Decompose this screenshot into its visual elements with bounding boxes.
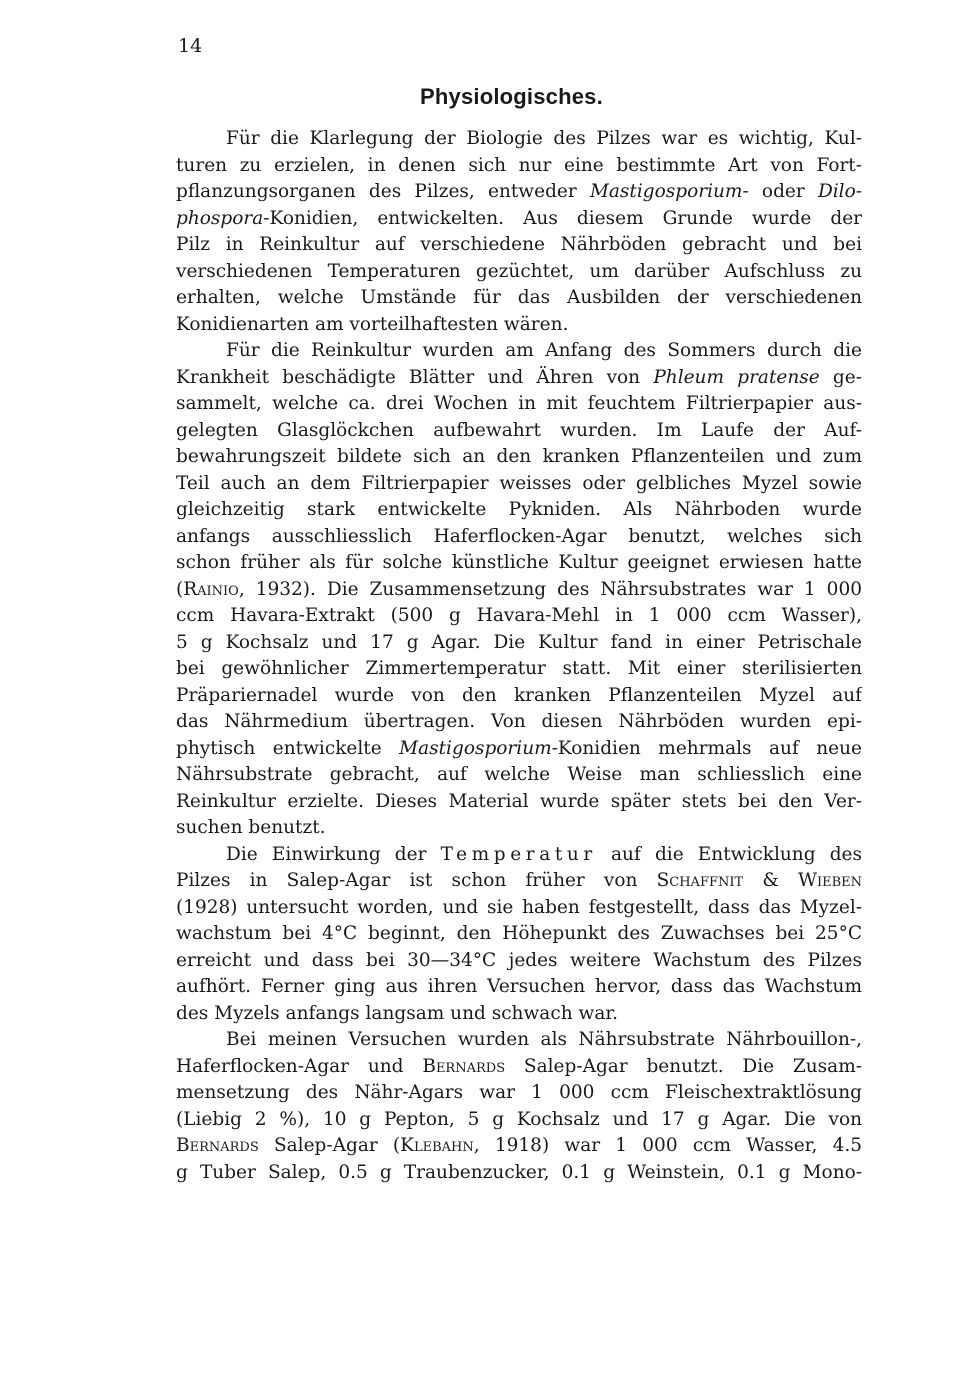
text-line [176, 232, 862, 259]
section-title: Physiologisches. [420, 84, 603, 109]
text-segment: (1928) untersucht worden, und sie haben festgestellt, dass das Myzel- [176, 896, 862, 918]
text-segment: wachstum bei 4°C beginnt, den Höhepunkt des Zuwachses bei 25°C [176, 923, 862, 944]
text-line [176, 895, 862, 922]
text-line [176, 921, 862, 948]
text-line [176, 630, 862, 657]
author-name: Bernards [176, 1135, 259, 1156]
text-line [176, 497, 862, 524]
text-segment: -Konidien, entwickelten. Aus diesem Grunde wurde der [263, 207, 862, 229]
text-line [176, 762, 862, 789]
text-segment: Bei meinen Versuchen wurden als Nährsubstrate Nährbouillon-, [226, 1029, 862, 1050]
text-segment: g Tuber Salep, 0.5 g Traubenzucker, 0.1 g Weinstein, 0.1 g Mono- [176, 1161, 862, 1183]
text-segment: aufhört. Ferner ging aus ihren Versuchen hervor, dass das Wachstum [176, 976, 862, 997]
text-line [176, 524, 862, 551]
text-segment: Präpariernadel wurde von den kranken Pflanzenteilen Myzel auf [176, 684, 862, 706]
text-segment: gelegten Glasglöckchen aufbewahrt wurden. Im Laufe der Auf- [176, 419, 862, 441]
text-line [176, 391, 862, 418]
text-line [176, 789, 862, 816]
text-line [176, 736, 862, 763]
text-segment: Für die Reinkultur wurden am Anfang des Sommers durch die [226, 340, 862, 361]
text-segment: , 1918) war 1 000 ccm Wasser, 4.5 [473, 1135, 862, 1156]
italic-term: Mastigosporium [399, 737, 552, 759]
text-line [176, 206, 862, 233]
text-line [176, 1080, 862, 1107]
text-line [176, 365, 862, 392]
text-segment: Die Einwirkung der [226, 843, 441, 865]
text-line [176, 179, 862, 206]
text-segment: erreicht und dass bei 30—34°C jedes weitere Wachstum des Pilzes [176, 949, 862, 971]
spaced-emphasis: Temperatur [440, 843, 597, 865]
text-line [176, 1107, 862, 1134]
text-segment: des Myzels anfangs langsam und schwach war. [176, 1002, 619, 1024]
text-segment: Pilz in Reinkultur auf verschiedene Nährböden gebracht und bei [176, 234, 862, 255]
text-segment: ccm Havara-Extrakt (500 g Havara-Mehl in 1 000 ccm Wasser), [176, 605, 862, 626]
text-line [176, 1133, 862, 1160]
text-line [176, 815, 862, 842]
text-segment: verschiedenen Temperaturen gezüchtet, um darüber Aufschluss zu [176, 260, 862, 282]
text-segment: bewahrungszeit bildete sich an den kranken Pflanzenteilen und zum [176, 446, 862, 467]
text-segment: Teil auch an dem Filtrierpapier weisses oder gelbliches Myzel sowie [176, 472, 862, 494]
italic-term: Phleum pratense [653, 366, 820, 388]
author-name: Rainio [183, 578, 239, 600]
text-line [176, 709, 862, 736]
text-segment: mensetzung des Nähr-Agars war 1 000 ccm Fleischextraktlösung [176, 1082, 862, 1103]
text-line [176, 285, 862, 312]
text-segment: ge- [819, 366, 862, 388]
text-segment: turen zu erzielen, in denen sich nur eine bestimmte Art von Fort- [176, 154, 862, 176]
text-line [176, 1054, 862, 1081]
text-line [176, 683, 862, 710]
text-segment: gleichzeitig stark entwickelte Pykniden. Als Nährboden wurde [176, 499, 862, 520]
text-line [176, 550, 862, 577]
italic-term: Dilo- [817, 181, 862, 202]
text-segment: Pilzes in Salep-Agar ist schon früher von [176, 870, 657, 891]
text-line [176, 842, 862, 869]
text-line [176, 338, 862, 365]
text-line [176, 1001, 862, 1028]
text-segment: (Liebig 2 %), 10 g Pepton, 5 g Kochsalz und 17 g Agar. Die von [176, 1108, 862, 1130]
text-segment: & [743, 870, 798, 891]
text-segment: bei gewöhnlicher Zimmertemperatur statt. Mit einer sterilisierten [176, 658, 862, 679]
text-segment: Für die Klarlegung der Biologie des Pilzes war es wichtig, Kul- [226, 128, 862, 149]
italic-term: phospora [176, 207, 264, 229]
text-line [176, 656, 862, 683]
text-segment: anfangs ausschliesslich Haferflocken-Agar benutzt, welches sich [176, 525, 862, 547]
text-line [176, 259, 862, 286]
text-segment: auf die Entwicklung des [596, 843, 862, 865]
text-segment: das Nährmedium übertragen. Von diesen Nährböden wurden epi- [176, 711, 862, 732]
text-segment: 5 g Kochsalz und 17 g Agar. Die Kultur fand in einer Petrischale [176, 631, 862, 653]
text-line [176, 126, 862, 153]
text-line [176, 471, 862, 498]
text-segment: erhalten, welche Umstände für das Ausbilden der verschiedenen [176, 287, 862, 308]
text-line [176, 418, 862, 445]
text-line [176, 868, 862, 895]
text-line [176, 312, 862, 339]
text-segment: - oder [742, 181, 818, 202]
text-segment: Nährsubstrate gebracht, auf welche Weise man schliesslich eine [176, 764, 862, 785]
text-segment: pflanzungsorganen des Pilzes, entweder [176, 181, 590, 202]
text-line [176, 603, 862, 630]
text-line [176, 444, 862, 471]
text-line [176, 1027, 862, 1054]
text-segment: -Konidien mehrmals auf neue [551, 737, 862, 759]
page-number: 14 [178, 35, 203, 57]
text-line [176, 1160, 862, 1187]
body-text [176, 126, 862, 1186]
text-segment: Salep-Agar benutzt. Die Zusam- [505, 1055, 862, 1077]
text-line [176, 948, 862, 975]
text-segment: Konidienarten am vorteilhaftesten wären. [176, 313, 569, 335]
text-line [176, 974, 862, 1001]
author-name: Bernards [422, 1055, 506, 1077]
italic-term: Mastigosporium [589, 181, 743, 202]
text-segment: Krankheit beschädigte Blätter und Ähren von [176, 366, 654, 388]
text-segment: phytisch entwickelte [176, 737, 400, 759]
text-segment: ( [176, 578, 184, 600]
text-segment: , 1932). Die Zusammensetzung des Nährsubstrates war 1 000 [238, 578, 862, 600]
text-segment: sammelt, welche ca. drei Wochen in mit feuchtem Filtrierpapier aus- [176, 393, 862, 414]
text-segment: suchen benutzt. [176, 817, 326, 838]
author-name: Schaffnit [656, 870, 744, 891]
text-segment: Salep-Agar ( [258, 1135, 401, 1156]
text-segment: Haferflocken-Agar und [176, 1055, 423, 1077]
text-line [176, 153, 862, 180]
text-line [176, 577, 862, 604]
author-name: Klebahn [400, 1135, 474, 1156]
text-segment: Reinkultur erzielte. Dieses Material wurde später stets bei den Ver- [176, 790, 862, 812]
author-name: Wieben [797, 870, 862, 891]
text-segment: schon früher als für solche künstliche Kultur geeignet erwiesen hatte [176, 552, 862, 573]
